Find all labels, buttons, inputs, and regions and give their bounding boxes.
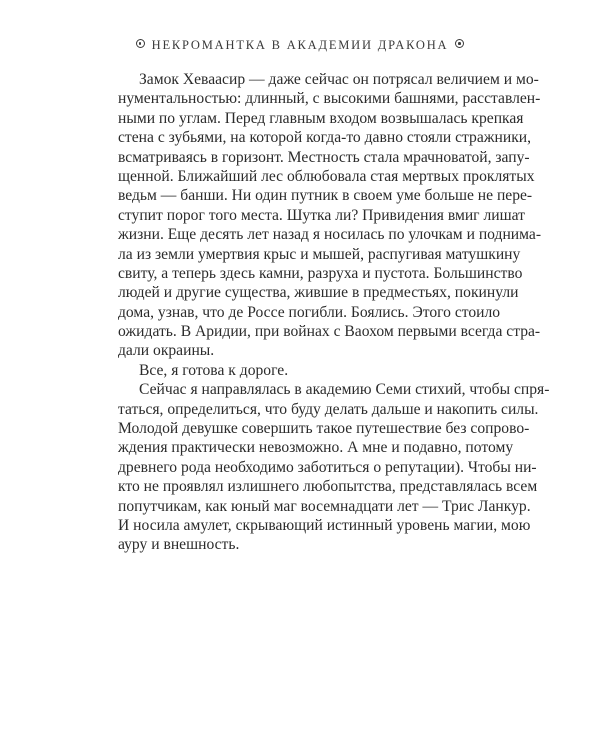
text-line: ступит порог того места. Шутка ли? Привидения вмиг лишат — [118, 206, 525, 224]
text-line: дома, узнав, что де Россе погибли. Боялись. Этого стоило — [118, 303, 501, 321]
text-line: всматриваясь в горизонт. Местность стала мрачноватой, запу- — [118, 148, 530, 166]
running-head-title: НЕКРОМАНТКА В АКАДЕМИИ ДРАКОНА — [151, 38, 449, 52]
paragraph — [118, 361, 495, 380]
text-line: людей и другие существа, жившие в предместьях, покинули — [118, 284, 519, 302]
text-line: нументальностью: длинный, с высокими башнями, расставлен- — [118, 90, 541, 108]
text-line: Молодой девушке совершить такое путешествие без сопрово- — [118, 420, 530, 438]
text-line: древнего рода необходимо заботиться о репутации). Чтобы ни- — [118, 458, 537, 476]
ornament-icon — [455, 39, 464, 48]
text-line: ными по углам. Перед главным входом возвышалась крепкая — [118, 109, 524, 127]
text-line: ла из земли умертвия крыс и мышей, распугивая матушкину — [118, 245, 521, 263]
text-line: Сейчас я направлялась в академию Семи стихий, чтобы спря- — [139, 381, 550, 399]
text-line: ауру и внешность. — [118, 536, 240, 554]
ornament-icon — [136, 39, 145, 48]
text-line: щенной. Ближайший лес облюбовала стая мертвых проклятых — [118, 167, 535, 185]
text-line: ожидать. В Аридии, при войнах с Ваохом первыми всегда стра- — [118, 323, 541, 341]
text-line: таться, определиться, что буду делать дальше и накопить силы. — [118, 400, 539, 418]
running-head — [0, 38, 600, 53]
body-text — [118, 70, 550, 555]
text-line: Все, я готова к дороге. — [139, 361, 289, 379]
text-line: ждения практически невозможно. А мне и подавно, потому — [118, 439, 514, 457]
text-line: свиту, а теперь здесь камни, разруха и пустота. Большинство — [118, 264, 523, 282]
text-line: Замок Хеваасир — даже сейчас он потрясал величием и мо- — [139, 71, 539, 88]
text-line: дали окраины. — [118, 342, 215, 360]
text-line: кто не проявлял излишнего любопытства, представлялась всем — [118, 478, 538, 496]
text-line: ведьм — банши. Ни один путник в своем уме больше не пере- — [118, 187, 533, 205]
text-line: попутчикам, как юный маг восемнадцати лет — Трис Ланкур. — [118, 497, 531, 515]
text-line: жизни. Еще десять лет назад я носилась по улочкам и поднима- — [118, 226, 542, 244]
paragraph — [118, 70, 542, 361]
text-line: И носила амулет, скрывающий истинный уровень магии, мою — [118, 516, 531, 534]
paragraph — [118, 380, 550, 555]
text-line: стена с зубьями, на которой когда-то давно стояли стражники, — [118, 129, 532, 147]
